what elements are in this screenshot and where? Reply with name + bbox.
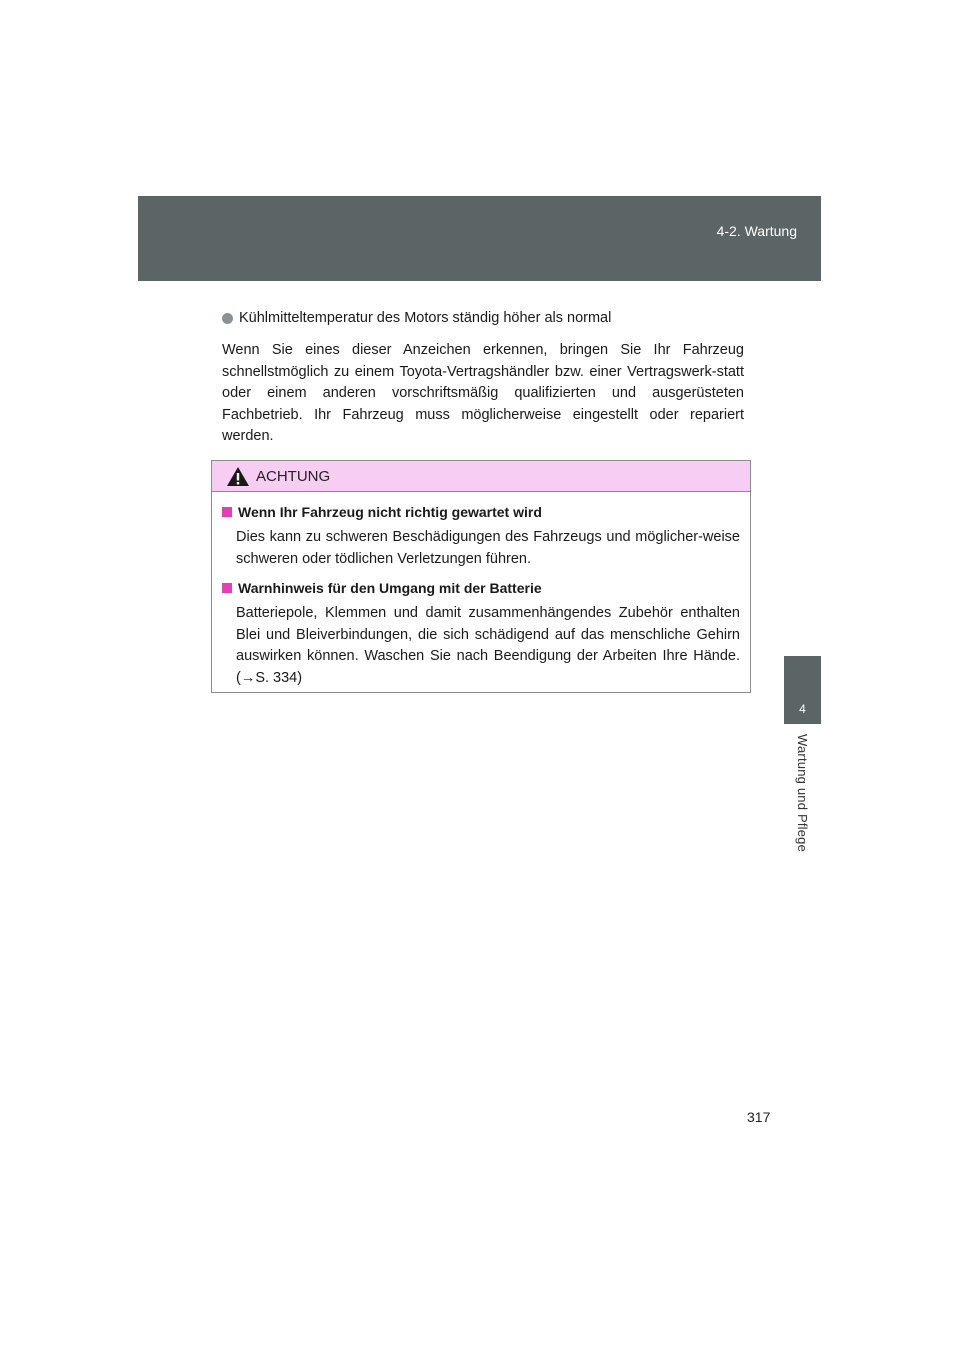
- chapter-title: Wartung und Pflege: [795, 734, 810, 853]
- main-content: [222, 308, 744, 448]
- warning-header: [212, 461, 750, 492]
- bullet-text: Kühlmitteltemperatur des Motors ständig höher als normal: [239, 310, 612, 326]
- warning-item-title: [222, 578, 740, 598]
- bullet-item: [222, 308, 744, 328]
- page-number: 317: [747, 1109, 771, 1125]
- header-band: [138, 196, 821, 281]
- square-bullet-icon: [222, 507, 232, 517]
- warning-body: [212, 492, 750, 689]
- warning-box: [211, 460, 751, 693]
- warning-item-title-text: Warnhinweis für den Umgang mit der Batterie: [238, 580, 542, 596]
- warning-label: ACHTUNG: [256, 467, 331, 485]
- warning-item-title-text: Wenn Ihr Fahrzeug nicht richtig gewartet wird: [238, 504, 542, 520]
- warning-item-text: Dies kann zu schweren Beschädigungen des Fahrzeugs und möglicher-weise schweren oder tödlichen Verletzungen führen.: [236, 529, 740, 567]
- chapter-number: 4: [799, 702, 806, 716]
- body-paragraph: Wenn Sie eines dieser Anzeichen erkennen, bringen Sie Ihr Fahrzeug schnellstmöglich zu einem Toyota-Vertragshändler bzw. einer Vertragswerk-statt oder einem anderen vorschriftsmäßig qualifizierten und ausgerüsteten Fachbetrieb. Ihr Fahrzeug muss möglicherweise eingestellt oder repariert werden.: [222, 342, 744, 444]
- section-label: 4-2. Wartung: [716, 223, 797, 239]
- warning-item-title: [222, 502, 740, 522]
- bullet-dot-icon: [222, 313, 233, 324]
- warning-item-text: Batteriepole, Klemmen und damit zusammenhängendes Zubehör enthalten Blei und Bleiverbindungen, die sich schädigend auf das menschliche Gehirn auswirken können. Waschen Sie nach Beendigung der Arbeiten Ihre Hände. (→S. 334): [236, 605, 740, 686]
- warning-triangle-icon: [226, 466, 250, 487]
- chapter-tab: [784, 656, 821, 724]
- square-bullet-icon: [222, 583, 232, 593]
